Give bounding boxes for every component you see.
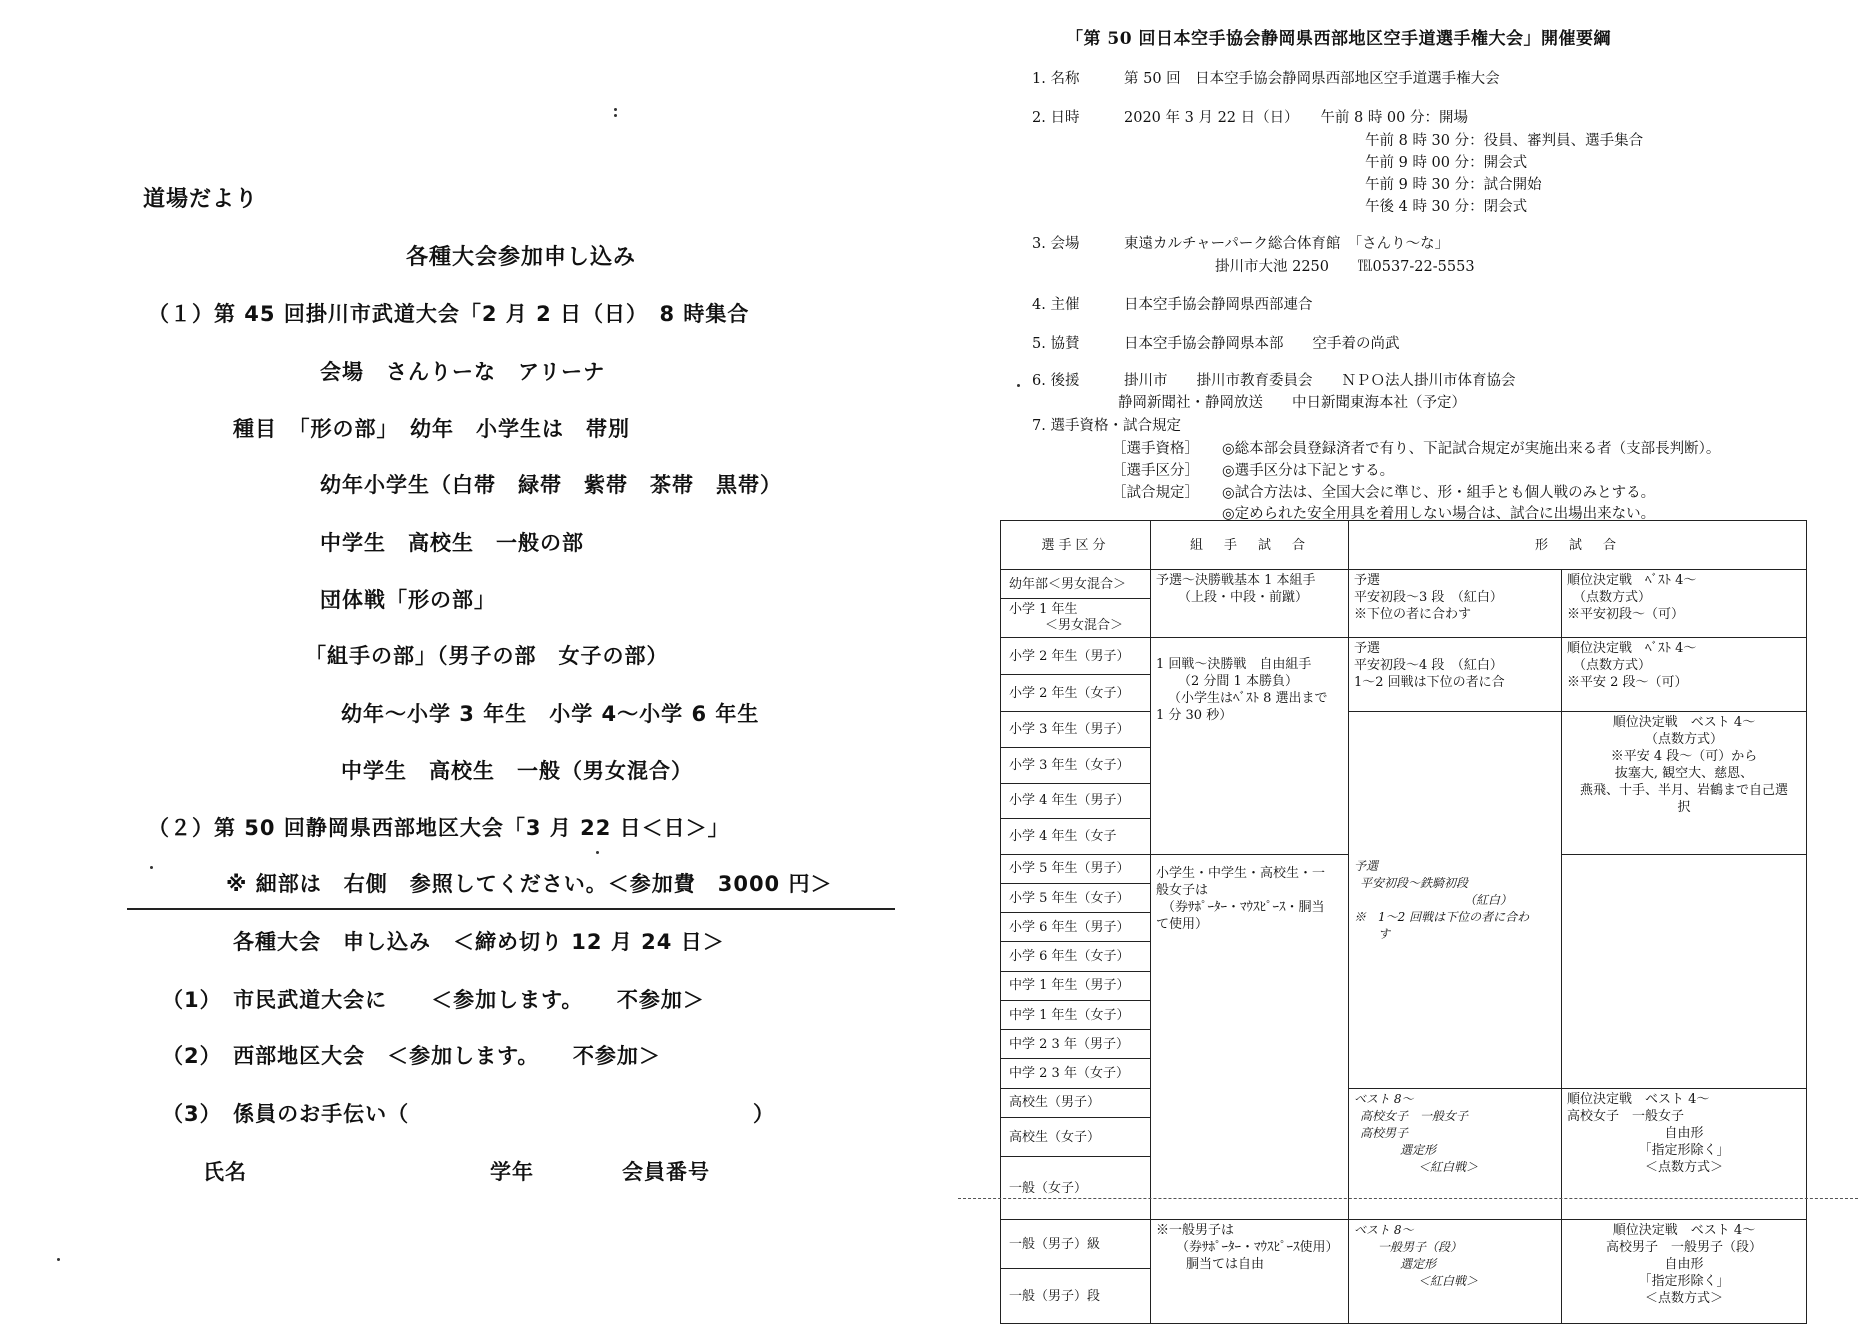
form-item-3-close: ）	[753, 1102, 775, 1126]
qual-text-4: ◎定められた安全用具を着用しない場合は、試合に出場出来ない。	[1222, 506, 1656, 522]
form-item-1: （1） 市民武道大会に ＜参加します。 不参加＞	[162, 988, 705, 1012]
table-row-category: 一般（女子）	[1001, 1157, 1151, 1220]
item-no-5: 5. 協賛	[1032, 336, 1080, 352]
kata-b-cell-4: 順位決定戦 ベスト 4～ 高校女子 一般女子 自由形 「指定形除く」 ＜点数方式＞	[1562, 1088, 1807, 1219]
qual-text-2: ◎選手区分は下記とする。	[1222, 463, 1395, 479]
item-text-6b: 静岡新聞社・静岡放送 中日新聞東海本社（予定）	[1118, 395, 1466, 411]
speck	[57, 1258, 60, 1261]
table-row-category: 幼年部＜男女混合＞	[1001, 570, 1151, 599]
kata-a-cell-1: 予選 平安初段～3 段 （紅白） ※下位の者に合わす	[1349, 570, 1562, 638]
left-line-7: 「組手の部」（男子の部 女子の部）	[305, 644, 669, 668]
table-row-category: 中学 2 3 年（男子）	[1001, 1030, 1151, 1059]
left-line-5: 中学生 高校生 一般の部	[320, 531, 584, 555]
item-text-3: 東遠カルチャーパーク総合体育館 「さんり～な」	[1124, 236, 1450, 252]
left-line-11: ※ 細部は 右側 参照してください。＜参加費 3000 円＞	[226, 872, 833, 896]
kumite-cell-3: 小学生・中学生・高校生・一 般女子は （券ｻﾎﾟｰﾀｰ・ﾏｳｽﾋﾟｰｽ・胴当 て使用）	[1151, 854, 1349, 1219]
left-header: 道場だより	[143, 187, 259, 212]
kata-b-cell-2: 順位決定戦 ﾍﾞｽﾄ 4～ （点数方式） ※平安 2 段～（可）	[1562, 638, 1807, 712]
table-row-category: 小学 6 年生（女子）	[1001, 942, 1151, 971]
form-item-3: （3） 係員のお手伝い（	[162, 1102, 410, 1126]
form-name-label: 氏名	[203, 1160, 247, 1184]
qual-text-1: ◎総本部会員登録済者で有り、下記試合規定が実施出来る者（支部長判断）。	[1222, 441, 1721, 457]
left-line-10: （２）第 50 回静岡県西部地区大会「3 月 22 日＜日＞」	[148, 816, 730, 840]
item-no-6: 6. 後援	[1032, 373, 1080, 389]
table-row-category: 小学 6 年生（男子）	[1001, 913, 1151, 942]
kata-b-empty	[1562, 854, 1807, 1088]
kata-a-cell-4: ベスト 8～ 高校女子 一般女子 高校男子 選定形 ＜紅白戦＞	[1349, 1088, 1562, 1219]
item-text-3b: 掛川市大池 2250 ℡0537-22-5553	[1215, 259, 1475, 275]
table-row-category: 小学 4 年生（女子	[1001, 819, 1151, 855]
table-row-category: 中学 1 年生（男子）	[1001, 971, 1151, 1000]
form-member-no-label: 会員番号	[622, 1160, 710, 1184]
left-line-2: 会場 さんりーな アリーナ	[320, 360, 606, 384]
item-text-2d: 午前 9 時 30 分：試合開始	[1365, 177, 1542, 193]
form-item-2: （2） 西部地区大会 ＜参加します。 不参加＞	[162, 1044, 661, 1068]
qual-text-3: ◎試合方法は、全国大会に準じ、形・組手とも個人戦のみとする。	[1222, 485, 1656, 501]
item-text-2c: 午前 9 時 00 分：開会式	[1365, 155, 1528, 171]
item-no-1: 1. 名称	[1032, 71, 1080, 87]
left-line-9: 中学生 高校生 一般（男女混合）	[341, 759, 693, 783]
kata-b-cell-5: 順位決定戦 ベスト 4～ 高校男子 一般男子（段） 自由形 「指定形除く」 ＜点数方式＞	[1562, 1220, 1807, 1324]
item-text-2b: 午前 8 時 30 分：役員、審判員、選手集合	[1365, 133, 1644, 149]
table-row-category: 中学 2 3 年（女子）	[1001, 1059, 1151, 1088]
kata-b-cell-3: 順位決定戦 ベスト 4～ （点数方式） ※平安 4 段～（可）から 抜塞大, 観空大、慈恩、 燕飛、十手、半月、岩鶴まで自己選 択	[1562, 712, 1807, 854]
item-no-4: 4. 主催	[1032, 297, 1080, 313]
kata-a-cell-2: 予選 平安初段～4 段 （紅白） 1～2 回戦は下位の者に合	[1349, 638, 1562, 712]
kata-b-cell-1: 順位決定戦 ﾍﾞｽﾄ 4～ （点数方式） ※平安初段～（可）	[1562, 570, 1807, 638]
section-divider	[127, 908, 895, 910]
table-row-category: 小学 4 年生（男子）	[1001, 783, 1151, 819]
kumite-cell-4: ※一般男子は （券ｻﾎﾟｰﾀｰ・ﾏｳｽﾋﾟｰｽ使用） 胴当ては自由	[1151, 1220, 1349, 1324]
speck	[614, 108, 617, 111]
table-row-category: 小学 3 年生（女子）	[1001, 748, 1151, 784]
item-no-7: 7. 選手資格・試合規定	[1032, 418, 1181, 434]
left-line-1: （１）第 45 回掛川市武道大会「2 月 2 日（日） 8 時集合	[148, 302, 750, 326]
kumite-cell-1: 予選～決勝戦基本 1 本組手 （上段・中段・前蹴）	[1151, 570, 1349, 638]
table-row-category: 小学 5 年生（男子）	[1001, 854, 1151, 883]
item-no-3: 3. 会場	[1032, 236, 1080, 252]
table-header-kumite: 組 手 試 合	[1151, 521, 1349, 570]
kumite-cell-2: 1 回戦～決勝戦 自由組手 （2 分間 1 本勝負） （小学生はﾍﾞｽﾄ 8 選出まで 1 分 30 秒）	[1151, 638, 1349, 855]
item-text-4: 日本空手協会静岡県西部連合	[1124, 297, 1313, 313]
right-header: 「第 50 回日本空手協会静岡県西部地区空手道選手権大会」開催要綱	[1066, 29, 1611, 49]
table-row-category: 中学 1 年生（女子）	[1001, 1000, 1151, 1029]
form-grade-label: 学年	[490, 1160, 534, 1184]
left-line-3: 種目 「形の部」 幼年 小学生は 帯別	[233, 417, 630, 441]
speck	[614, 114, 617, 117]
item-text-2: 2020 年 3 月 22 日（日） 午前 8 時 00 分：開場	[1124, 110, 1468, 126]
form-title: 各種大会 申し込み ＜締め切り 12 月 24 日＞	[233, 930, 725, 954]
table-row-category: 一般（男子）段	[1001, 1269, 1151, 1324]
table-row-category: 小学 2 年生（女子）	[1001, 675, 1151, 712]
item-text-2e: 午後 4 時 30 分：閉会式	[1365, 199, 1528, 215]
table-row-category: 小学 2 年生（男子）	[1001, 638, 1151, 675]
speck	[1017, 384, 1020, 387]
speck	[596, 851, 599, 854]
table-header-kata: 形 試 合	[1349, 521, 1807, 570]
table-row-category: 小学 1 年生 ＜男女混合＞	[1001, 599, 1151, 638]
qual-label-2: ［選手区分］	[1112, 463, 1199, 479]
left-line-8: 幼年～小学 3 年生 小学 4～小学 6 年生	[341, 702, 760, 726]
left-line-6: 団体戦「形の部」	[320, 588, 496, 612]
table-row-category: 小学 5 年生（女子）	[1001, 883, 1151, 912]
table-header-category: 選手区分	[1001, 521, 1151, 570]
table-row-category: 一般（男子）級	[1001, 1220, 1151, 1269]
category-table	[1000, 520, 1807, 1324]
left-line-4: 幼年小学生（白帯 緑帯 紫帯 茶帯 黒帯）	[320, 473, 782, 497]
kata-a-cell-3: 予選 平安初段～鉄騎初段 （紅白） ※ 1～2 回戦は下位の者に合わ す	[1349, 712, 1562, 1088]
qual-label-1: ［選手資格］	[1112, 441, 1199, 457]
item-text-1: 第 50 回 日本空手協会静岡県西部地区空手道選手権大会	[1124, 71, 1500, 87]
table-row-category: 小学 3 年生（男子）	[1001, 712, 1151, 748]
kata-a-cell-5: ベスト 8～ 一般男子（段） 選定形 ＜紅白戦＞	[1349, 1220, 1562, 1324]
table-row-category: 高校生（男子）	[1001, 1088, 1151, 1117]
item-text-5: 日本空手協会静岡県本部 空手着の尚武	[1124, 336, 1400, 352]
fold-line	[958, 1198, 1858, 1199]
item-text-6: 掛川市 掛川市教育委員会 ＮＰＯ法人掛川市体育協会	[1124, 373, 1516, 389]
table-row-category: 高校生（女子）	[1001, 1118, 1151, 1157]
item-no-2: 2. 日時	[1032, 110, 1080, 126]
speck	[150, 866, 153, 869]
qual-label-3: ［試合規定］	[1112, 485, 1199, 501]
left-title: 各種大会参加申し込み	[406, 245, 637, 270]
